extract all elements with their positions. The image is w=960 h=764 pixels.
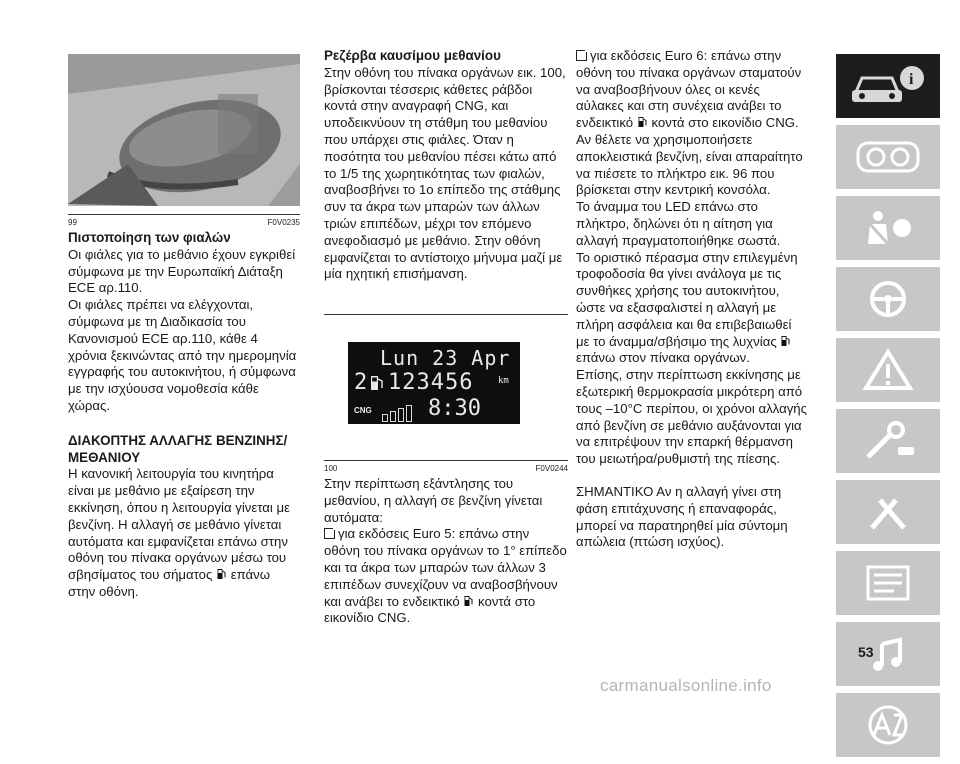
tab-car-info[interactable] <box>836 54 940 118</box>
tab-maintenance[interactable] <box>836 480 940 544</box>
paragraph-text: επάνω στον πίνακα οργάνων. <box>576 350 750 366</box>
checkbox-bullet-icon <box>576 50 587 61</box>
figure-number: 100 <box>324 464 338 473</box>
figure-rule <box>68 214 300 215</box>
paragraph <box>324 526 568 627</box>
section-heading: Ρεζέρβα καυσίμου μεθανίου <box>324 48 501 63</box>
section-heading: Πιστοποίηση των φιαλών <box>68 230 231 245</box>
display-time: 8:30 <box>428 396 481 421</box>
paragraph-text: για εκδόσεις Euro 6: επάνω στην οθόνη του πίνακα οργάνων σταματούν να αναβοσβήνουν όλες οι κενές αύλακες και στη συνέχεια ανάβει το ενδεικτικό <box>576 48 802 131</box>
column-2 <box>324 48 568 283</box>
warning-triangle-icon <box>848 346 928 394</box>
fuel-pump-icon <box>781 335 790 347</box>
paragraph <box>576 48 808 132</box>
paragraph: ΣΗΜΑΝΤΙΚΟ Αν η αλλαγή γίνει στη φάση επιτάχυνσης ή επαναφοράς, μπορεί να παρατηρηθεί μία σύντομη απώλεια (πτώση ισχύος). <box>576 483 788 550</box>
paragraph-text: κοντά στο εικονίδιο CNG. <box>324 593 536 626</box>
figure-number: 99 <box>68 218 77 227</box>
figure-caption <box>68 218 300 227</box>
cng-level-bar <box>382 414 388 422</box>
paragraph: Αν θέλετε να χρησιμοποιήσετε αποκλειστικά βενζίνη, είναι απαραίτητο να πιέσετε το πλήκτρο εικ. 96 που βρίσκεται στην κεντρική κονσόλα. <box>576 131 803 198</box>
svg-text:i: i <box>909 71 914 88</box>
fuel-pump-icon <box>638 116 647 128</box>
paragraph: Επίσης, στην περίπτωση εκκίνησης με εξωτερική θερμοκρασία μικρότερη από τους –10°C περίπου, οι χρόνοι αλλαγής από βενζίνη σε μεθάνιο αυξάνονται για να επιτρέψουν την επαρκή θέρμανση του μειωτήρα/ρυθμιστή της πίεσης. <box>576 367 807 467</box>
paragraph-text: επάνω στην οθόνη. <box>68 567 271 599</box>
cng-tank-photo <box>68 54 300 206</box>
figure-code: F0V0235 <box>267 218 300 227</box>
paragraph-text: Η κανονική λειτουργία του κινητήρα είναι με μεθάνιο με εξαίρεση την εκκίνηση, όπου η λειτουργία γίνεται με βενζίνη. Η αλλαγή σε μεθάνιο γίνεται αυτόματα και εμφανίζεται επάνω στην οθόνη του πίνακα οργάνων μέσω του σβησίματος του σήματος <box>68 466 290 583</box>
display-unit: km <box>498 376 509 386</box>
paragraph <box>68 466 300 600</box>
fuel-pump-icon <box>464 595 473 607</box>
figure-top-rule <box>324 314 568 315</box>
chapter-tabs <box>836 54 940 764</box>
column-1 <box>68 230 300 601</box>
tab-technical-data[interactable] <box>836 551 940 615</box>
tab-index[interactable] <box>836 693 940 757</box>
display-date: Lun 23 Apr <box>380 346 511 370</box>
car-info-icon <box>848 62 928 110</box>
figure-code: F0V0244 <box>535 464 568 473</box>
steering-wheel-icon <box>848 275 928 323</box>
paragraph: Το άναμμα του LED επάνω στο πλήκτρο, δηλώνει ότι η αίτηση για αλλαγή πραγματοποιήθηκε σωστά. <box>576 199 781 248</box>
tab-starting-driving[interactable] <box>836 267 940 331</box>
cng-level-bars <box>382 402 414 422</box>
figure-caption <box>324 464 568 473</box>
seatbelt-airbag-icon <box>848 204 928 252</box>
watermark: carmanualsonline.info <box>600 676 772 695</box>
alphabetical-index-icon <box>848 701 928 749</box>
tab-safety[interactable] <box>836 196 940 260</box>
section-heading: ΔΙΑΚΟΠΤΗΣ ΑΛΛΑΓΗΣ ΒΕΝΖΙΝΗΣ/ΜΕΘΑΝΙΟΥ <box>68 432 288 465</box>
paragraph: Οι φιάλες για το μεθάνιο έχουν εγκριθεί σύμφωνα με την Ευρωπαϊκή Διάταξη ECE αρ.110. <box>68 246 296 296</box>
fuel-pump-icon <box>370 374 384 392</box>
tab-dashboard[interactable] <box>836 125 940 189</box>
paragraph: Στην οθόνη του πίνακα οργάνων εικ. 100, βρίσκονται τέσσερις κάθετες ράβδοι κοντά στην αναγραφή CNG, και υποδεικνύουν τη στάθμη του μεθανίου που υπάρχει στις φιάλες. Όταν η ποσότητα του μεθανίου πέσει κάτω από το 1/5 της χωρητικότητας των φιαλών, αναβοσβήνει το 1ο επίπεδο της στάθμης συν τα άκρα των μπαρών των άλλων τριών επιπέδων, μέχρι τον επόμενο ανεφοδιασμό με μεθάνιο. Στην οθόνη εμφανίζεται το αντίστοιχο μήνυμα μαζί με μία ηχητική επισήμανση. <box>324 64 566 282</box>
display-cng-label: CNG <box>354 406 372 415</box>
cng-level-bar <box>398 408 404 422</box>
technical-data-icon <box>848 559 928 607</box>
column-3 <box>576 48 808 551</box>
tab-multimedia[interactable] <box>836 622 940 686</box>
paragraph: Στην περίπτωση εξάντλησης του μεθανίου, η αλλαγή σε βενζίνη γίνεται αυτόματα: <box>324 476 543 525</box>
paragraph: Οι φιάλες πρέπει να ελέγχονται, σύμφωνα με τη Διαδικασία του Κανονισμού ECE αρ.110, κάθε 4 χρόνια ξεκινώντας από την ημερομηνία εγγραφής του αυτοκινήτου, ή σύμφωνα με την ισχύουσα νομοθεσία κάθε χώρας. <box>68 297 297 413</box>
tab-emergency[interactable] <box>836 409 940 473</box>
tools-icon <box>848 488 928 536</box>
dashboard-icon <box>848 133 928 181</box>
paragraph-text: για εκδόσεις Euro 5: επάνω στην οθόνη του πίνακα οργάνων το 1° επίπεδο και τα άκρα των μπαρών των άλλων 3 επιπέδων συνεχίζουν να αναβοσβήνουν και ανάβει το ενδεικτικό <box>324 526 567 609</box>
fuel-pump-icon <box>217 568 226 580</box>
figure-rule <box>324 460 568 461</box>
display-gear: 2 <box>354 370 368 395</box>
tab-warnings[interactable] <box>836 338 940 402</box>
paragraph-text: κοντά στο εικονίδιο CNG. <box>651 115 799 131</box>
paragraph <box>576 250 808 368</box>
display-odometer: 123456 <box>388 370 474 395</box>
paragraph-text: Το οριστικό πέρασμα στην επιλεγμένη τροφοδοσία θα γίνει ανάλογα με τις συνθήκες χρήσης του αυτοκινήτου, ώστε να εξασφαλιστεί η αλλαγή με πλήρη ασφάλεια και θα επιβεβαιωθεί με το άναμμα/σβήσιμο της λυχνίας <box>576 249 798 349</box>
checkbox-bullet-icon <box>324 528 335 539</box>
column-2-bottom <box>324 476 568 627</box>
cng-level-bar <box>406 405 412 422</box>
wrench-car-icon <box>848 417 928 465</box>
instrument-display <box>348 342 520 424</box>
cng-level-bar <box>390 411 396 422</box>
page-number: 53 <box>858 644 874 660</box>
